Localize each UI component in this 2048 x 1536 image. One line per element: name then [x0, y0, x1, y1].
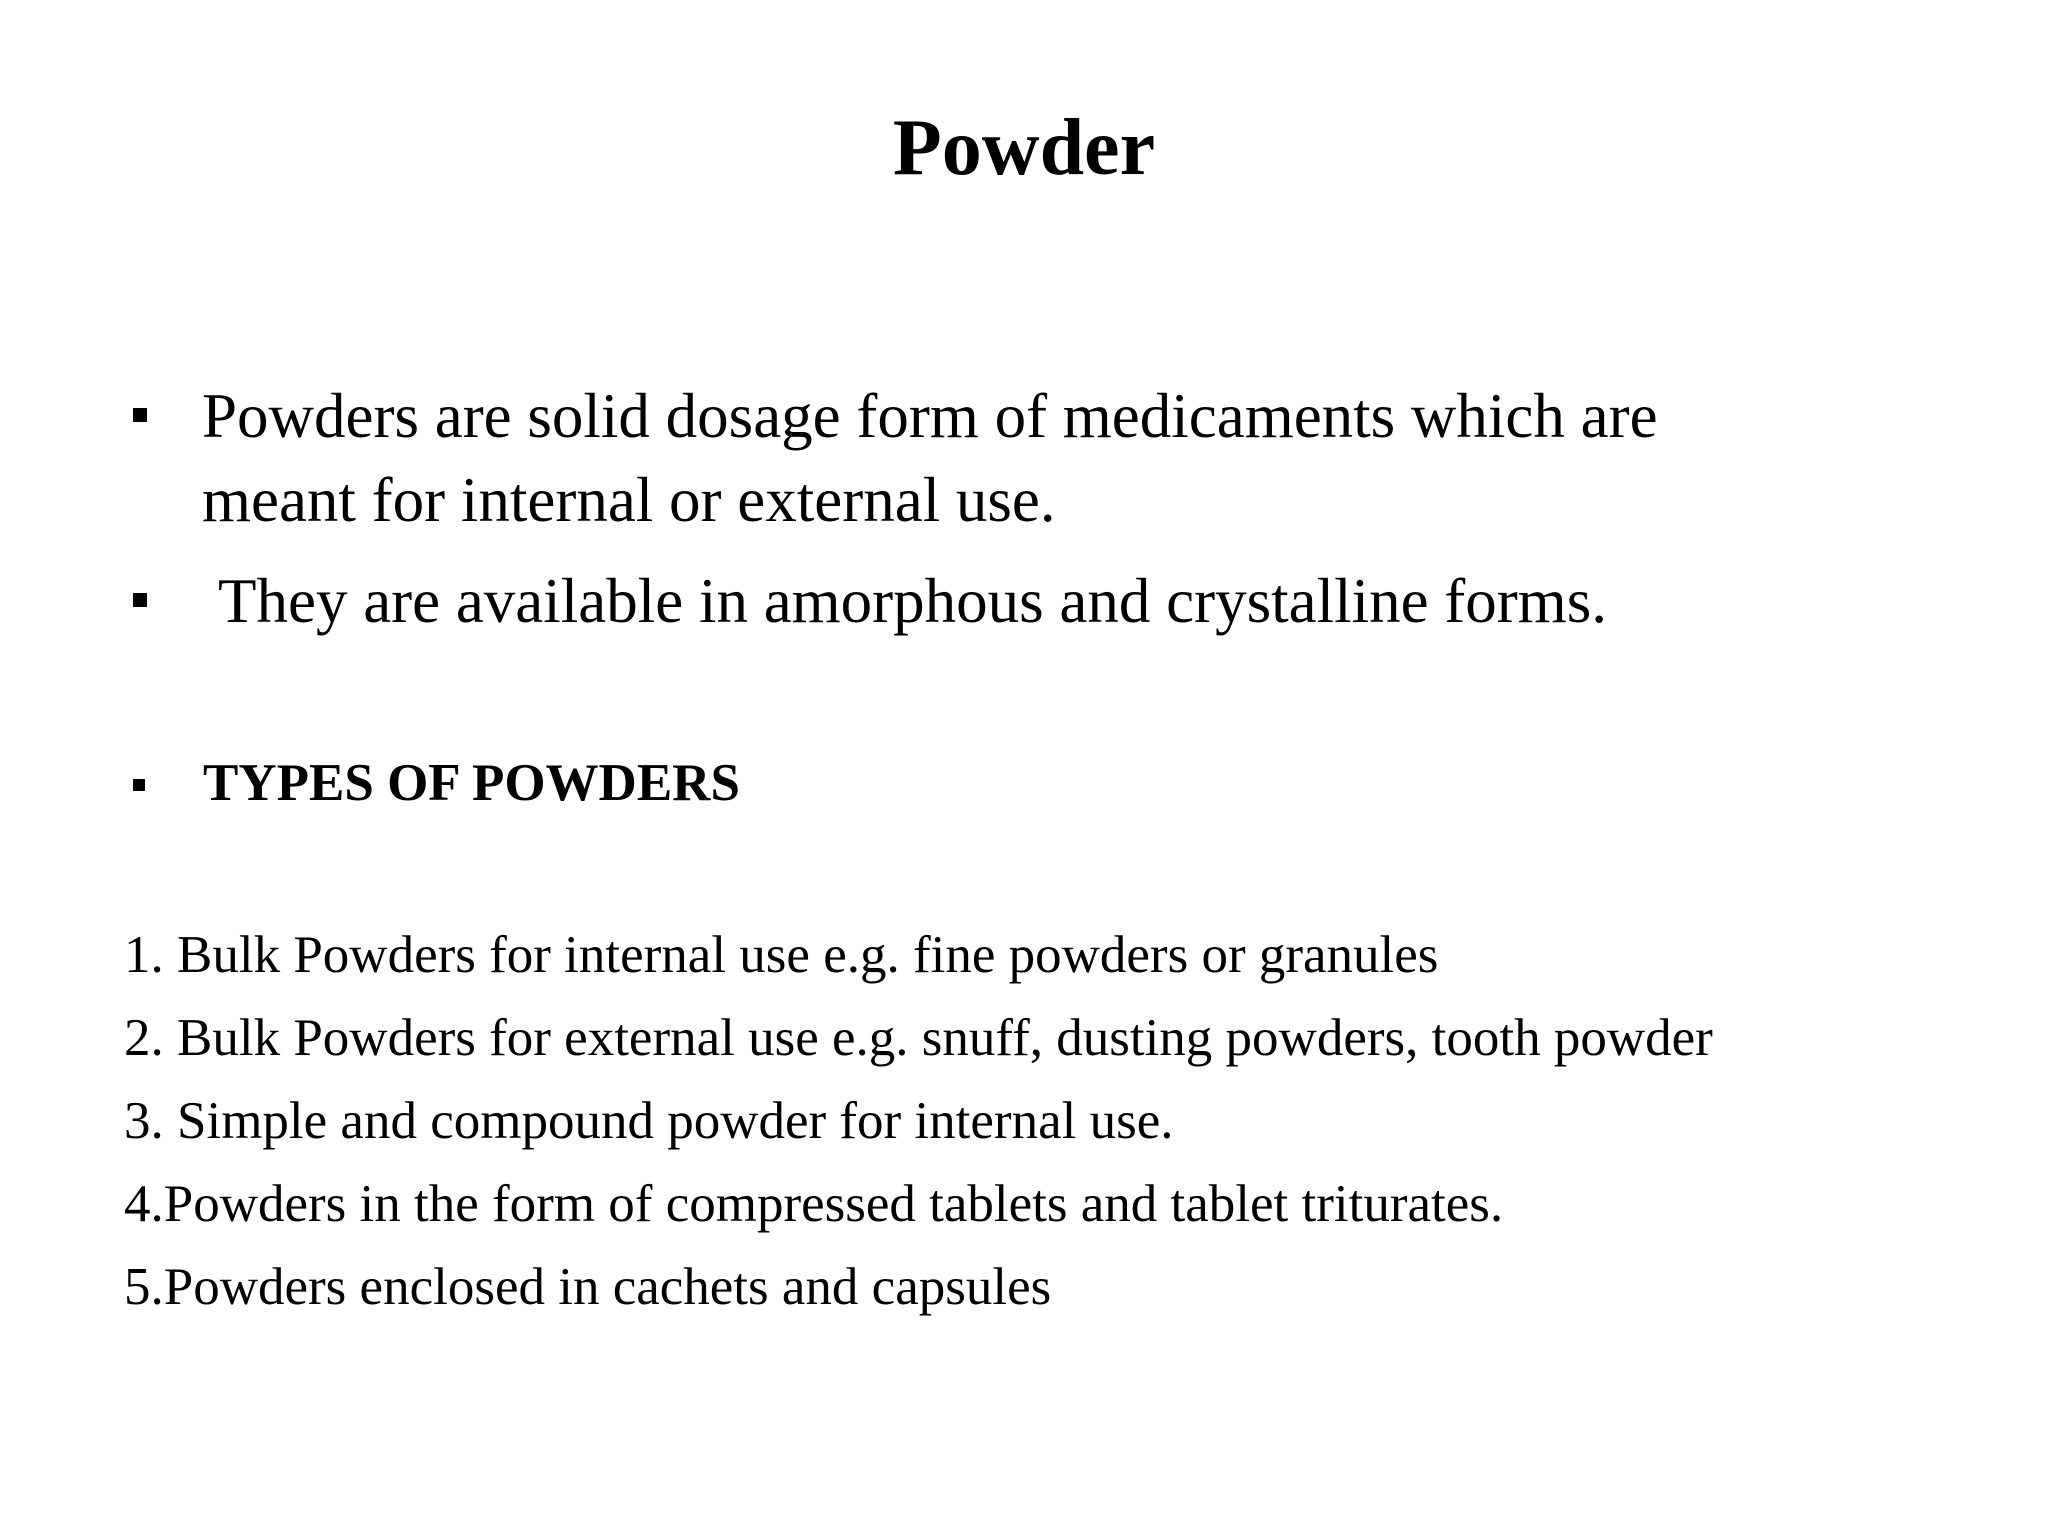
bullet-text — [202, 374, 1658, 542]
list-item: 3. Simple and compound powder for internal use. — [124, 1092, 1174, 1150]
section-heading: TYPES OF POWDERS — [203, 754, 740, 812]
list-item: 2. Bulk Powders for external use e.g. snuff, dusting powders, tooth powder — [124, 1009, 1713, 1067]
types-list — [124, 914, 1713, 1329]
bullet-line: meant for internal or external use. — [202, 465, 1056, 535]
square-bullet-icon — [133, 779, 145, 791]
slide-title: Powder — [892, 104, 1156, 192]
list-item: 1. Bulk Powders for internal use e.g. fine powders or granules — [124, 926, 1439, 984]
bullet-line: Powders are solid dosage form of medicaments which are — [202, 381, 1658, 451]
square-bullet-icon — [133, 408, 147, 422]
bullet-text: They are available in amorphous and crystalline forms. — [218, 566, 1608, 636]
list-item: 5.Powders enclosed in cachets and capsules — [124, 1258, 1052, 1316]
square-bullet-icon — [133, 593, 147, 607]
list-item: 4.Powders in the form of compressed tablets and tablet triturates. — [124, 1175, 1504, 1233]
